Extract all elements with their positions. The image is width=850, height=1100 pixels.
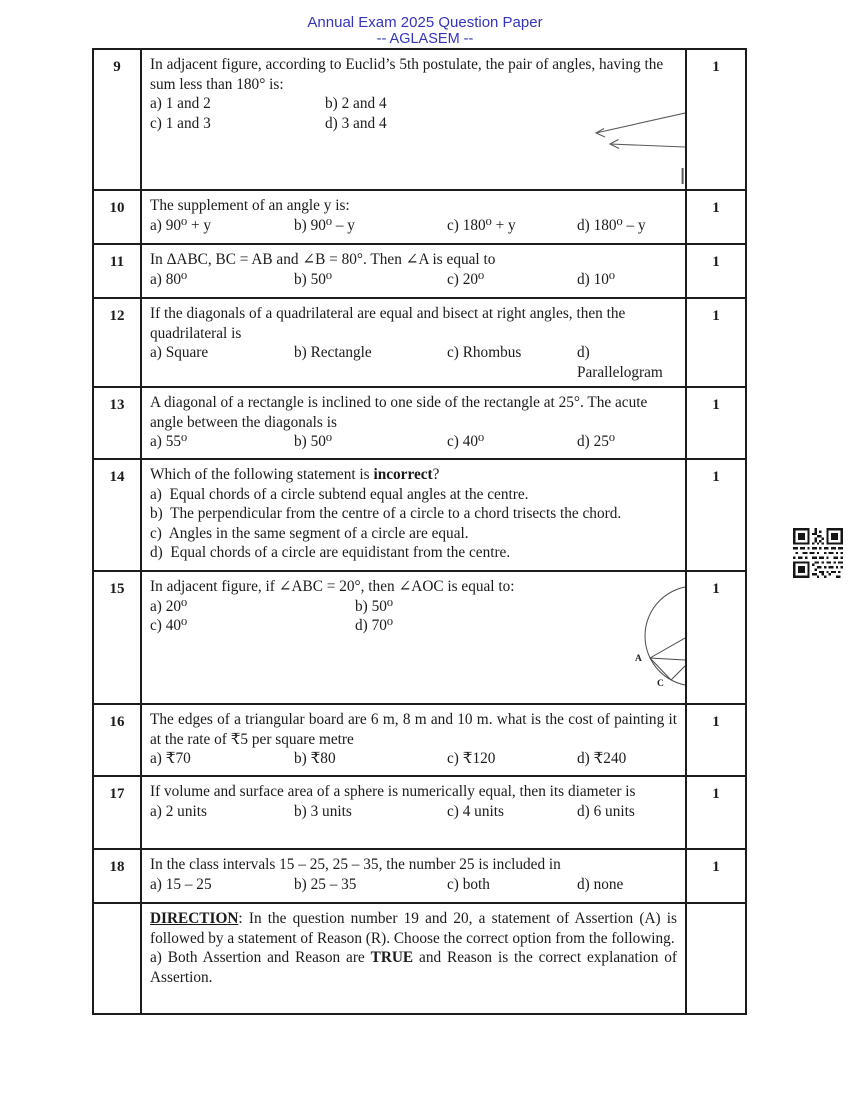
question-cell — [141, 849, 686, 903]
direction-row — [93, 903, 746, 1014]
option-d: d) 10⁰ — [577, 270, 615, 288]
option-c: c) 1 and 3 — [150, 114, 211, 132]
question-cell — [141, 49, 686, 190]
options-group — [150, 875, 677, 895]
question-text: The edges of a triangular board are 6 m, 8 m and 10 m. what is the cost of painting it at the rate of ₹5 per square metre — [150, 711, 677, 748]
qr-code-icon — [793, 528, 843, 578]
question-row-9 — [93, 49, 746, 190]
option-c: c) Angles in the same segment of a circle are equal. — [150, 524, 469, 542]
option-d: d) 70⁰ — [355, 617, 393, 634]
question-text: The supplement of an angle y is: — [150, 197, 350, 214]
question-text: If volume and surface area of a sphere is numerically equal, then its diameter is — [150, 783, 636, 800]
question-text: Which of the following statement is incorrect? — [150, 466, 440, 483]
option-a: a) 2 units — [150, 802, 207, 820]
options-group — [150, 343, 677, 382]
question-number: 15 — [93, 571, 141, 704]
question-number: 16 — [93, 704, 141, 776]
question-row-10 — [93, 190, 746, 244]
option-a: a) 90⁰ + y — [150, 216, 212, 234]
option-d: d) 180⁰ – y — [577, 216, 646, 234]
option-c: c) 40⁰ — [447, 433, 485, 450]
question-marks: 1 — [686, 459, 746, 571]
euclid-angles-figure — [590, 98, 685, 186]
direction-option-a: a) Both Assertion and Reason are TRUE and Reason is the correct explanation of Assertion. — [150, 949, 677, 986]
options-group — [150, 802, 677, 822]
circle-figure — [629, 580, 685, 692]
question-row-13 — [93, 387, 746, 459]
question-marks: 1 — [686, 49, 746, 190]
option-a: a) 55⁰ — [150, 433, 188, 450]
page-subtitle: -- AGLASEM -- — [376, 31, 474, 47]
option-b: b) 50⁰ — [355, 597, 393, 615]
question-number: 9 — [93, 49, 141, 190]
question-row-12 — [93, 298, 746, 387]
question-marks: 1 — [686, 298, 746, 387]
question-text: A diagonal of a rectangle is inclined to one side of the rectangle at 25°. The acute angle between the diagonals is — [150, 394, 648, 431]
option-b: b) 2 and 4 — [325, 95, 387, 112]
question-row-17 — [93, 776, 746, 849]
question-marks: 1 — [686, 849, 746, 903]
figure-point-label-a: A — [635, 654, 642, 664]
figure-point-label-c: C — [657, 679, 664, 689]
question-cell — [141, 298, 686, 387]
direction-number-cell — [93, 903, 141, 1014]
direction-marks-cell — [686, 903, 746, 1014]
option-b: b) 50⁰ — [294, 270, 332, 288]
option-d: d) 3 and 4 — [325, 114, 387, 132]
question-cell — [141, 244, 686, 298]
page-header — [0, 0, 850, 47]
option-d: d) ₹240 — [577, 750, 627, 767]
options-group — [150, 749, 677, 769]
option-c: c) 180⁰ + y — [447, 216, 516, 234]
question-row-11 — [93, 244, 746, 298]
question-number: 10 — [93, 190, 141, 244]
question-cell — [141, 459, 686, 571]
option-d: d) none — [577, 875, 624, 893]
question-text: In the class intervals 15 – 25, 25 – 35, the number 25 is included in — [150, 856, 561, 873]
option-c: c) 20⁰ — [447, 270, 485, 288]
question-marks: 1 — [686, 704, 746, 776]
question-cell — [141, 571, 686, 704]
option-b: b) 50⁰ — [294, 433, 332, 450]
option-a: a) 15 – 25 — [150, 875, 212, 893]
option-d: d) 25⁰ — [577, 433, 615, 450]
question-text: If the diagonals of a quadrilateral are equal and bisect at right angles, then the quadrilateral is — [150, 305, 626, 342]
option-a: a) 1 and 2 — [150, 95, 211, 112]
question-number: 14 — [93, 459, 141, 571]
question-text: In adjacent figure, according to Euclid’s 5th postulate, the pair of angles, having the sum less than 180° is: — [150, 56, 664, 93]
question-row-14 — [93, 459, 746, 571]
question-cell — [141, 387, 686, 459]
question-number: 17 — [93, 776, 141, 849]
option-a: a) ₹70 — [150, 750, 191, 767]
question-row-15 — [93, 571, 746, 704]
question-table — [92, 48, 747, 1015]
direction-cell — [141, 903, 686, 1014]
option-d: d) Equal chords of a circle are equidistant from the centre. — [150, 544, 511, 561]
question-marks: 1 — [686, 190, 746, 244]
options-group — [150, 94, 580, 133]
option-b: b) 25 – 35 — [294, 875, 357, 893]
option-c: c) ₹120 — [447, 750, 496, 767]
option-a: a) 20⁰ — [150, 597, 188, 615]
option-c: c) 40⁰ — [150, 617, 188, 634]
question-text: In adjacent figure, if ∠ABC = 20°, then ∠AOC is equal to: — [150, 578, 515, 595]
option-a: a) Square — [150, 344, 209, 361]
question-marks: 1 — [686, 387, 746, 459]
question-number: 12 — [93, 298, 141, 387]
question-marks: 1 — [686, 244, 746, 298]
question-text: In ΔABC, BC = AB and ∠B = 80°. Then ∠A is equal to — [150, 251, 496, 268]
options-group — [150, 270, 677, 290]
direction-text: DIRECTION: In the question number 19 and 20, a statement of Assertion (A) is followed by a statement of Reason (R). Choose the correct option from the following. — [150, 910, 677, 947]
question-marks: 1 — [686, 776, 746, 849]
option-a: a) Equal chords of a circle subtend equal angles at the centre. — [150, 485, 529, 503]
question-row-16 — [93, 704, 746, 776]
option-b: b) The perpendicular from the centre of a circle to a chord trisects the chord. — [150, 505, 622, 522]
option-d: d) Parallelogram — [577, 344, 663, 381]
options-group — [150, 432, 677, 452]
question-number: 18 — [93, 849, 141, 903]
question-cell — [141, 776, 686, 849]
option-c: c) 4 units — [447, 802, 504, 820]
option-b: b) 3 units — [294, 802, 352, 820]
question-marks: 1 — [686, 571, 746, 704]
option-c: c) both — [447, 875, 490, 893]
options-group — [150, 597, 590, 636]
question-number: 11 — [93, 244, 141, 298]
options-group — [150, 216, 677, 236]
question-number: 13 — [93, 387, 141, 459]
page-title: Annual Exam 2025 Question Paper — [307, 14, 543, 31]
option-b: b) Rectangle — [294, 344, 372, 361]
question-cell — [141, 190, 686, 244]
option-a: a) 80⁰ — [150, 270, 188, 288]
question-row-18 — [93, 849, 746, 903]
question-cell — [141, 704, 686, 776]
option-b: b) ₹80 — [294, 750, 336, 767]
options-group — [150, 485, 677, 563]
option-c: c) Rhombus — [447, 344, 522, 361]
option-d: d) 6 units — [577, 802, 635, 820]
option-b: b) 90⁰ – y — [294, 216, 355, 234]
